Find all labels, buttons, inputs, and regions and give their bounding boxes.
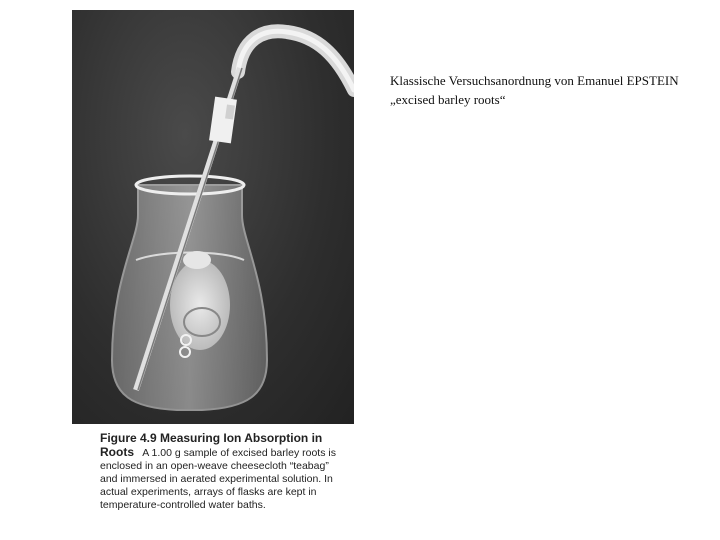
figure-title: Figure 4.9 Measuring Ion Absorption in (100, 431, 323, 445)
figure-lead: Roots (100, 445, 134, 459)
figure-caption (100, 432, 340, 512)
flask-illustration (72, 10, 354, 424)
annotation-note (390, 71, 710, 109)
label-tag (209, 97, 237, 144)
annotation-line-1: Klassische Versuchsanordnung von Emanuel EPSTEIN (390, 73, 679, 88)
annotation-line-2: „excised barley roots“ (390, 92, 506, 107)
flask-photo (72, 10, 354, 424)
figure-body: A 1.00 g sample of excised barley roots is enclosed in an open-weave cheesecloth “teabag” and immersed in aerated experimental solution. In actual experiments, arrays of flasks are kept in temperature-controlled water baths. (100, 447, 336, 511)
